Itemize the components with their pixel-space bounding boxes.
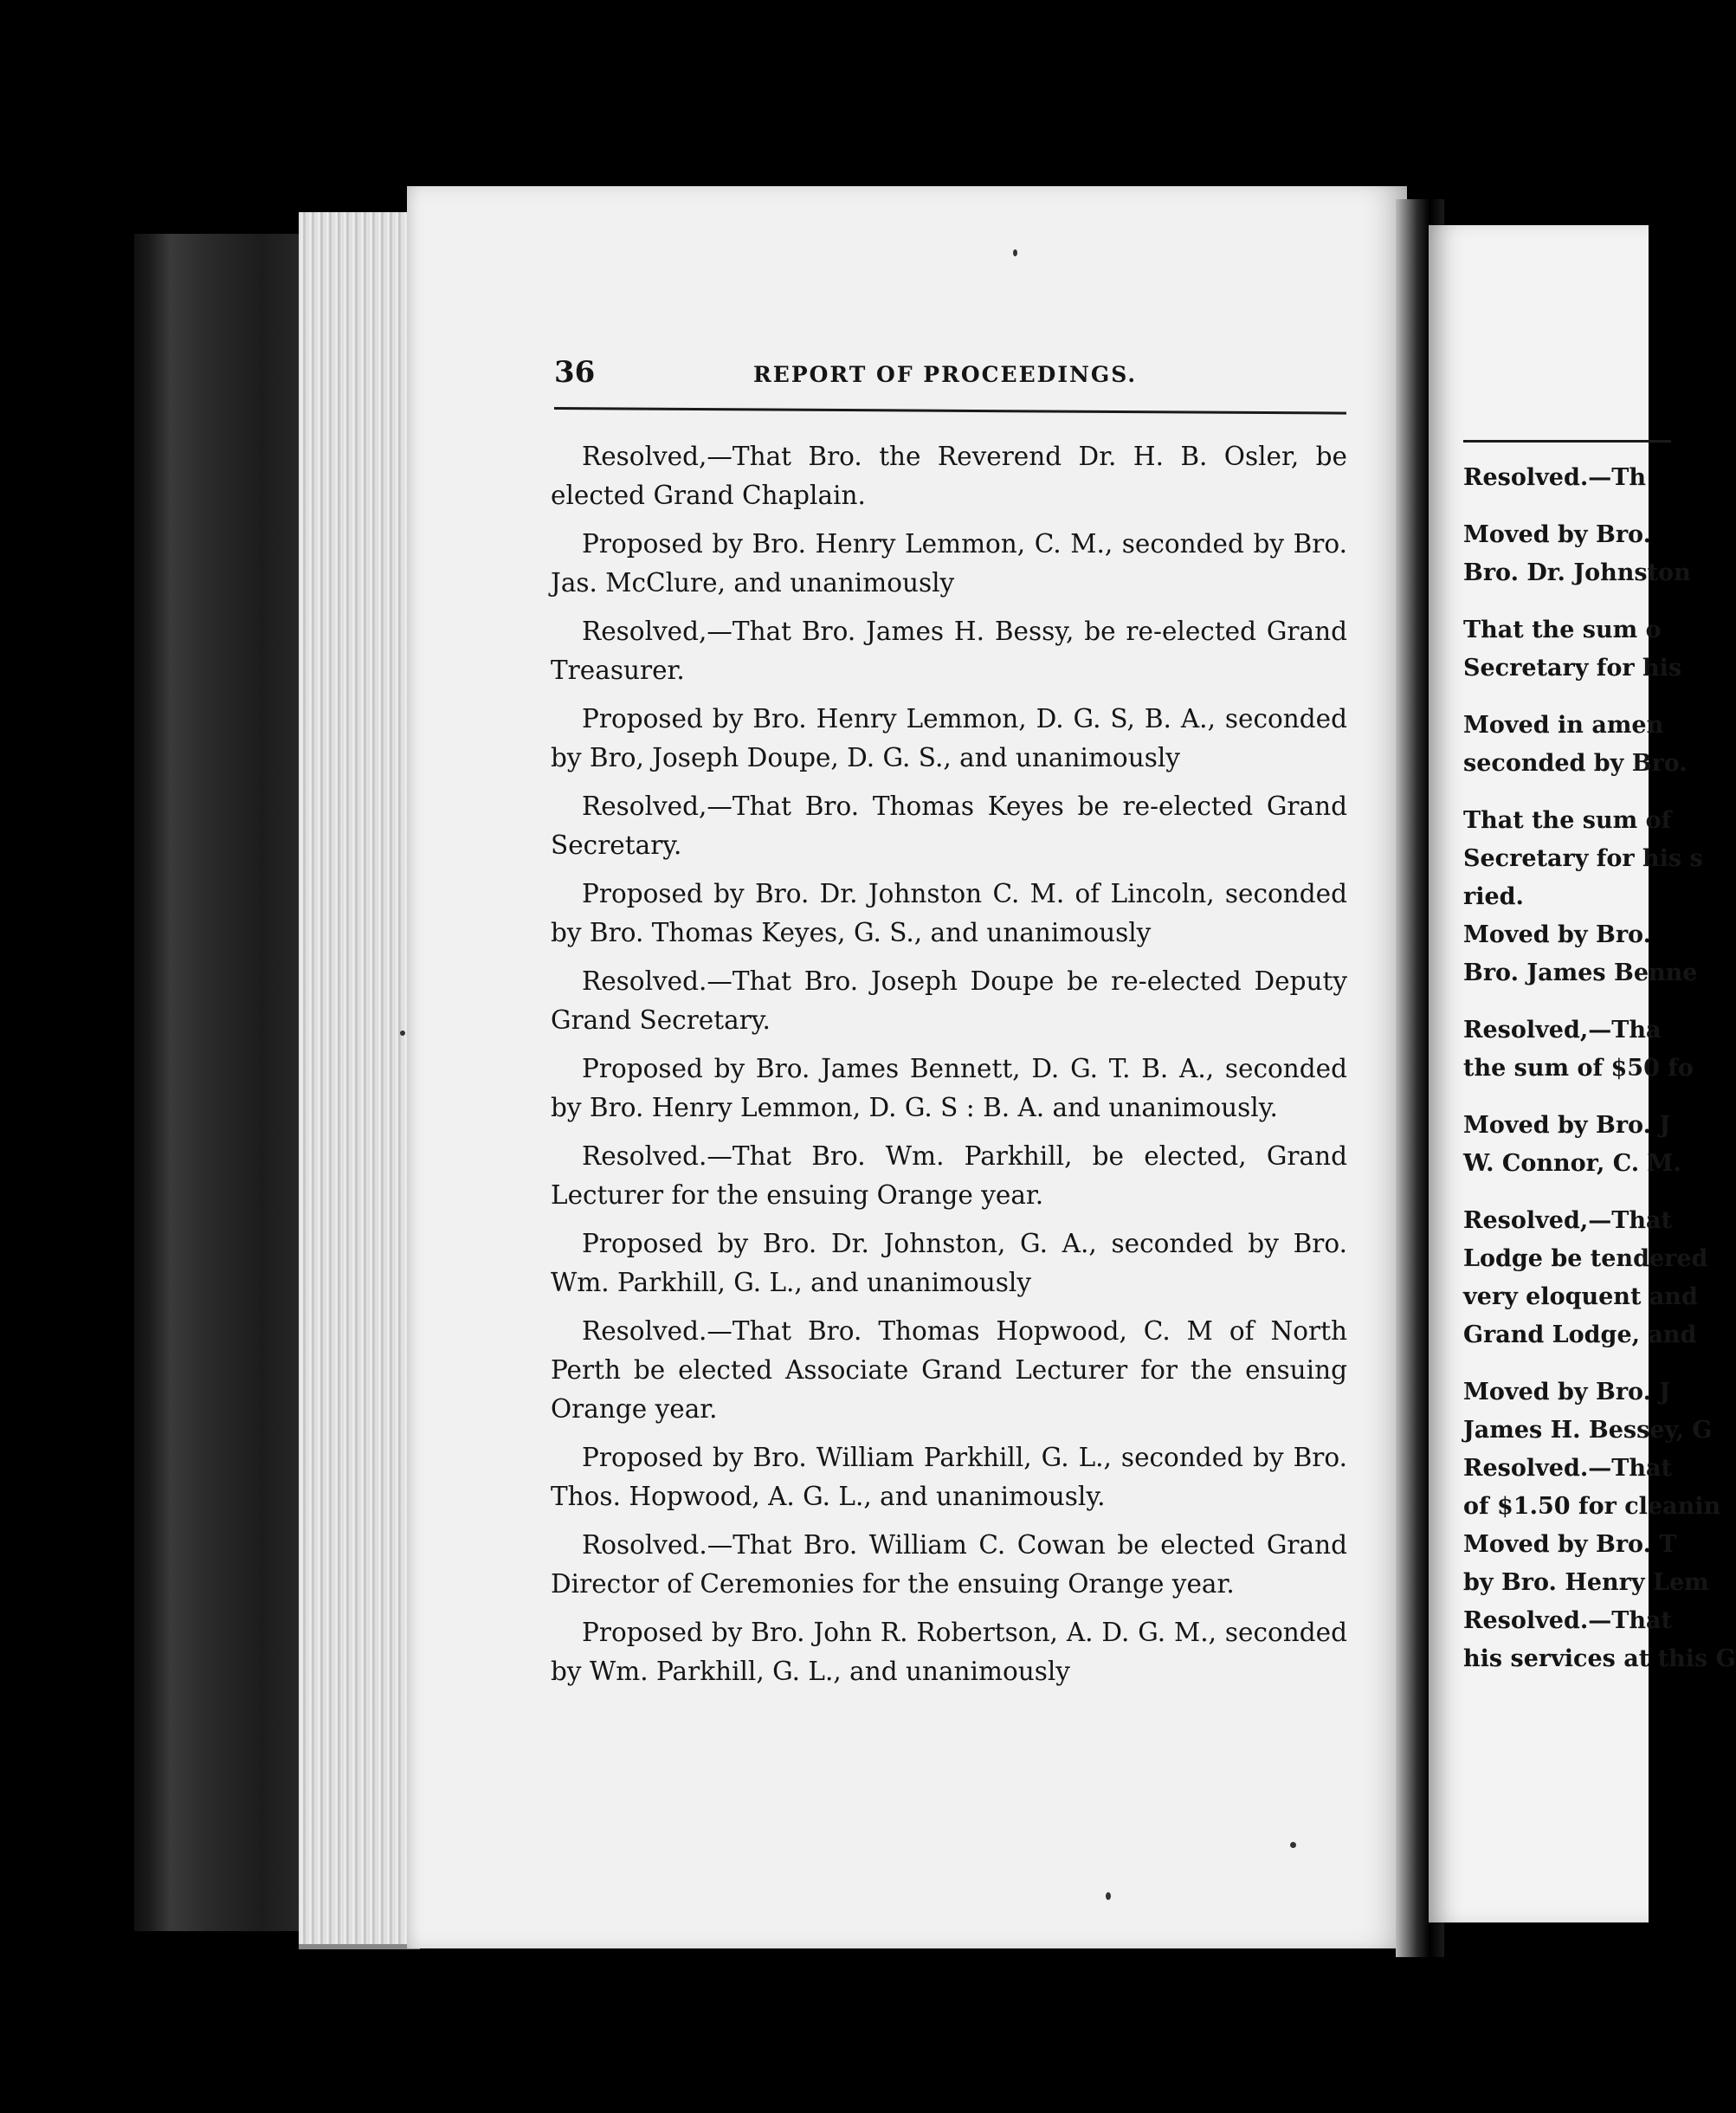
right-line: Bro. James Benne	[1463, 960, 1698, 986]
paragraph: Proposed by Bro. Dr. Johnston, G. A., seconded by Bro. Wm. Parkhill, G. L., and unanimously	[551, 1229, 1347, 1297]
right-line: Moved by Bro. T	[1463, 1531, 1677, 1558]
page-number: 36	[554, 355, 596, 390]
right-line: Moved by Bro.	[1463, 921, 1651, 948]
right-line: Moved in amen	[1463, 712, 1664, 739]
right-line: Secretary for his	[1463, 655, 1682, 682]
right-line: the sum of $50 fo	[1463, 1055, 1694, 1082]
scan-speck	[1290, 1842, 1296, 1848]
paragraph: Proposed by Bro. James Bennett, D. G. T. B. A., seconded by Bro. Henry Lemmon, D. G. S : B. A. and unanimously.	[551, 1054, 1347, 1122]
paragraph: Proposed by Bro. Henry Lemmon, D. G. S, B. A., seconded by Bro, Joseph Doupe, D. G. S., and unanimously	[551, 704, 1347, 772]
right-line: Moved by Bro. J	[1463, 1112, 1671, 1139]
paragraph: Resolved.—That Bro. Wm. Parkhill, be elected, Grand Lecturer for the ensuing Orange year.	[551, 1141, 1347, 1210]
paragraph: Resolved.—That Bro. Thomas Hopwood, C. M of North Perth be elected Associate Grand Lecturer for the ensuing Orange year.	[551, 1316, 1347, 1424]
scan-speck	[1013, 249, 1017, 256]
right-line: Lodge be tendered	[1463, 1245, 1708, 1272]
paragraph: Resolved,—That Bro. James H. Bessy, be re-elected Grand Treasurer.	[551, 617, 1347, 685]
right-line: Grand Lodge, and	[1463, 1321, 1697, 1348]
paragraph: Proposed by Bro. Henry Lemmon, C. M., seconded by Bro. Jas. McClure, and unanimously	[551, 529, 1347, 598]
right-line: Resolved,—Tha	[1463, 1017, 1662, 1044]
right-line: James H. Bessey, G	[1463, 1417, 1713, 1444]
right-line: by Bro. Henry Lem	[1463, 1569, 1709, 1596]
right-line: his services at this G	[1463, 1645, 1736, 1672]
right-line: seconded by Bro.	[1463, 750, 1688, 777]
paragraph: Resolved,—That Bro. the Reverend Dr. H. B. Osler, be elected Grand Chaplain.	[551, 442, 1347, 510]
right-line: Resolved.—That	[1463, 1455, 1672, 1482]
paragraph: Rosolved.—That Bro. William C. Cowan be elected Grand Director of Ceremonies for the ensuing Orange year.	[551, 1530, 1347, 1599]
scan-speck	[400, 1031, 405, 1036]
right-line: W. Connor, C. M.	[1463, 1150, 1681, 1177]
right-line: ried.	[1463, 883, 1524, 910]
right-line: of $1.50 for cleanin	[1463, 1493, 1721, 1520]
right-line: very eloquent and	[1463, 1283, 1698, 1310]
right-line: Resolved.—Th	[1463, 464, 1646, 491]
page-header	[554, 355, 1346, 407]
page-stack-edges	[299, 212, 420, 1949]
paragraph: Resolved,—That Bro. Thomas Keyes be re-elected Grand Secretary.	[551, 792, 1347, 860]
scan-speck	[1106, 1892, 1111, 1900]
paragraph: Resolved.—That Bro. Joseph Doupe be re-elected Deputy Grand Secretary.	[551, 966, 1347, 1035]
paragraph: Proposed by Bro. Dr. Johnston C. M. of Lincoln, seconded by Bro. Thomas Keyes, G. S., and unanimously	[551, 879, 1347, 947]
left-page-body	[551, 437, 1347, 1701]
book-block-edge	[134, 234, 316, 1931]
right-line: That the sum o	[1463, 617, 1662, 643]
right-line: Secretary for his s	[1463, 845, 1703, 872]
right-line: That the sum of	[1463, 807, 1672, 834]
right-line: Resolved,—That	[1463, 1207, 1672, 1234]
right-line: Moved by Bro. J	[1463, 1379, 1671, 1405]
paragraph: Proposed by Bro. William Parkhill, G. L., seconded by Bro. Thos. Hopwood, A. G. L., and unanimously.	[551, 1443, 1347, 1511]
right-line: Resolved.—That	[1463, 1607, 1672, 1634]
right-page-lines	[1463, 459, 1736, 1678]
running-head: REPORT OF PROCEEDINGS.	[753, 362, 1138, 387]
right-line: Moved by Bro.	[1463, 521, 1651, 548]
right-page	[1429, 225, 1736, 1922]
right-line: Bro. Dr. Johnston	[1463, 559, 1691, 586]
paragraph: Proposed by Bro. John R. Robertson, A. D. G. M., seconded by Wm. Parkhill, G. L., and unanimously	[551, 1618, 1347, 1686]
